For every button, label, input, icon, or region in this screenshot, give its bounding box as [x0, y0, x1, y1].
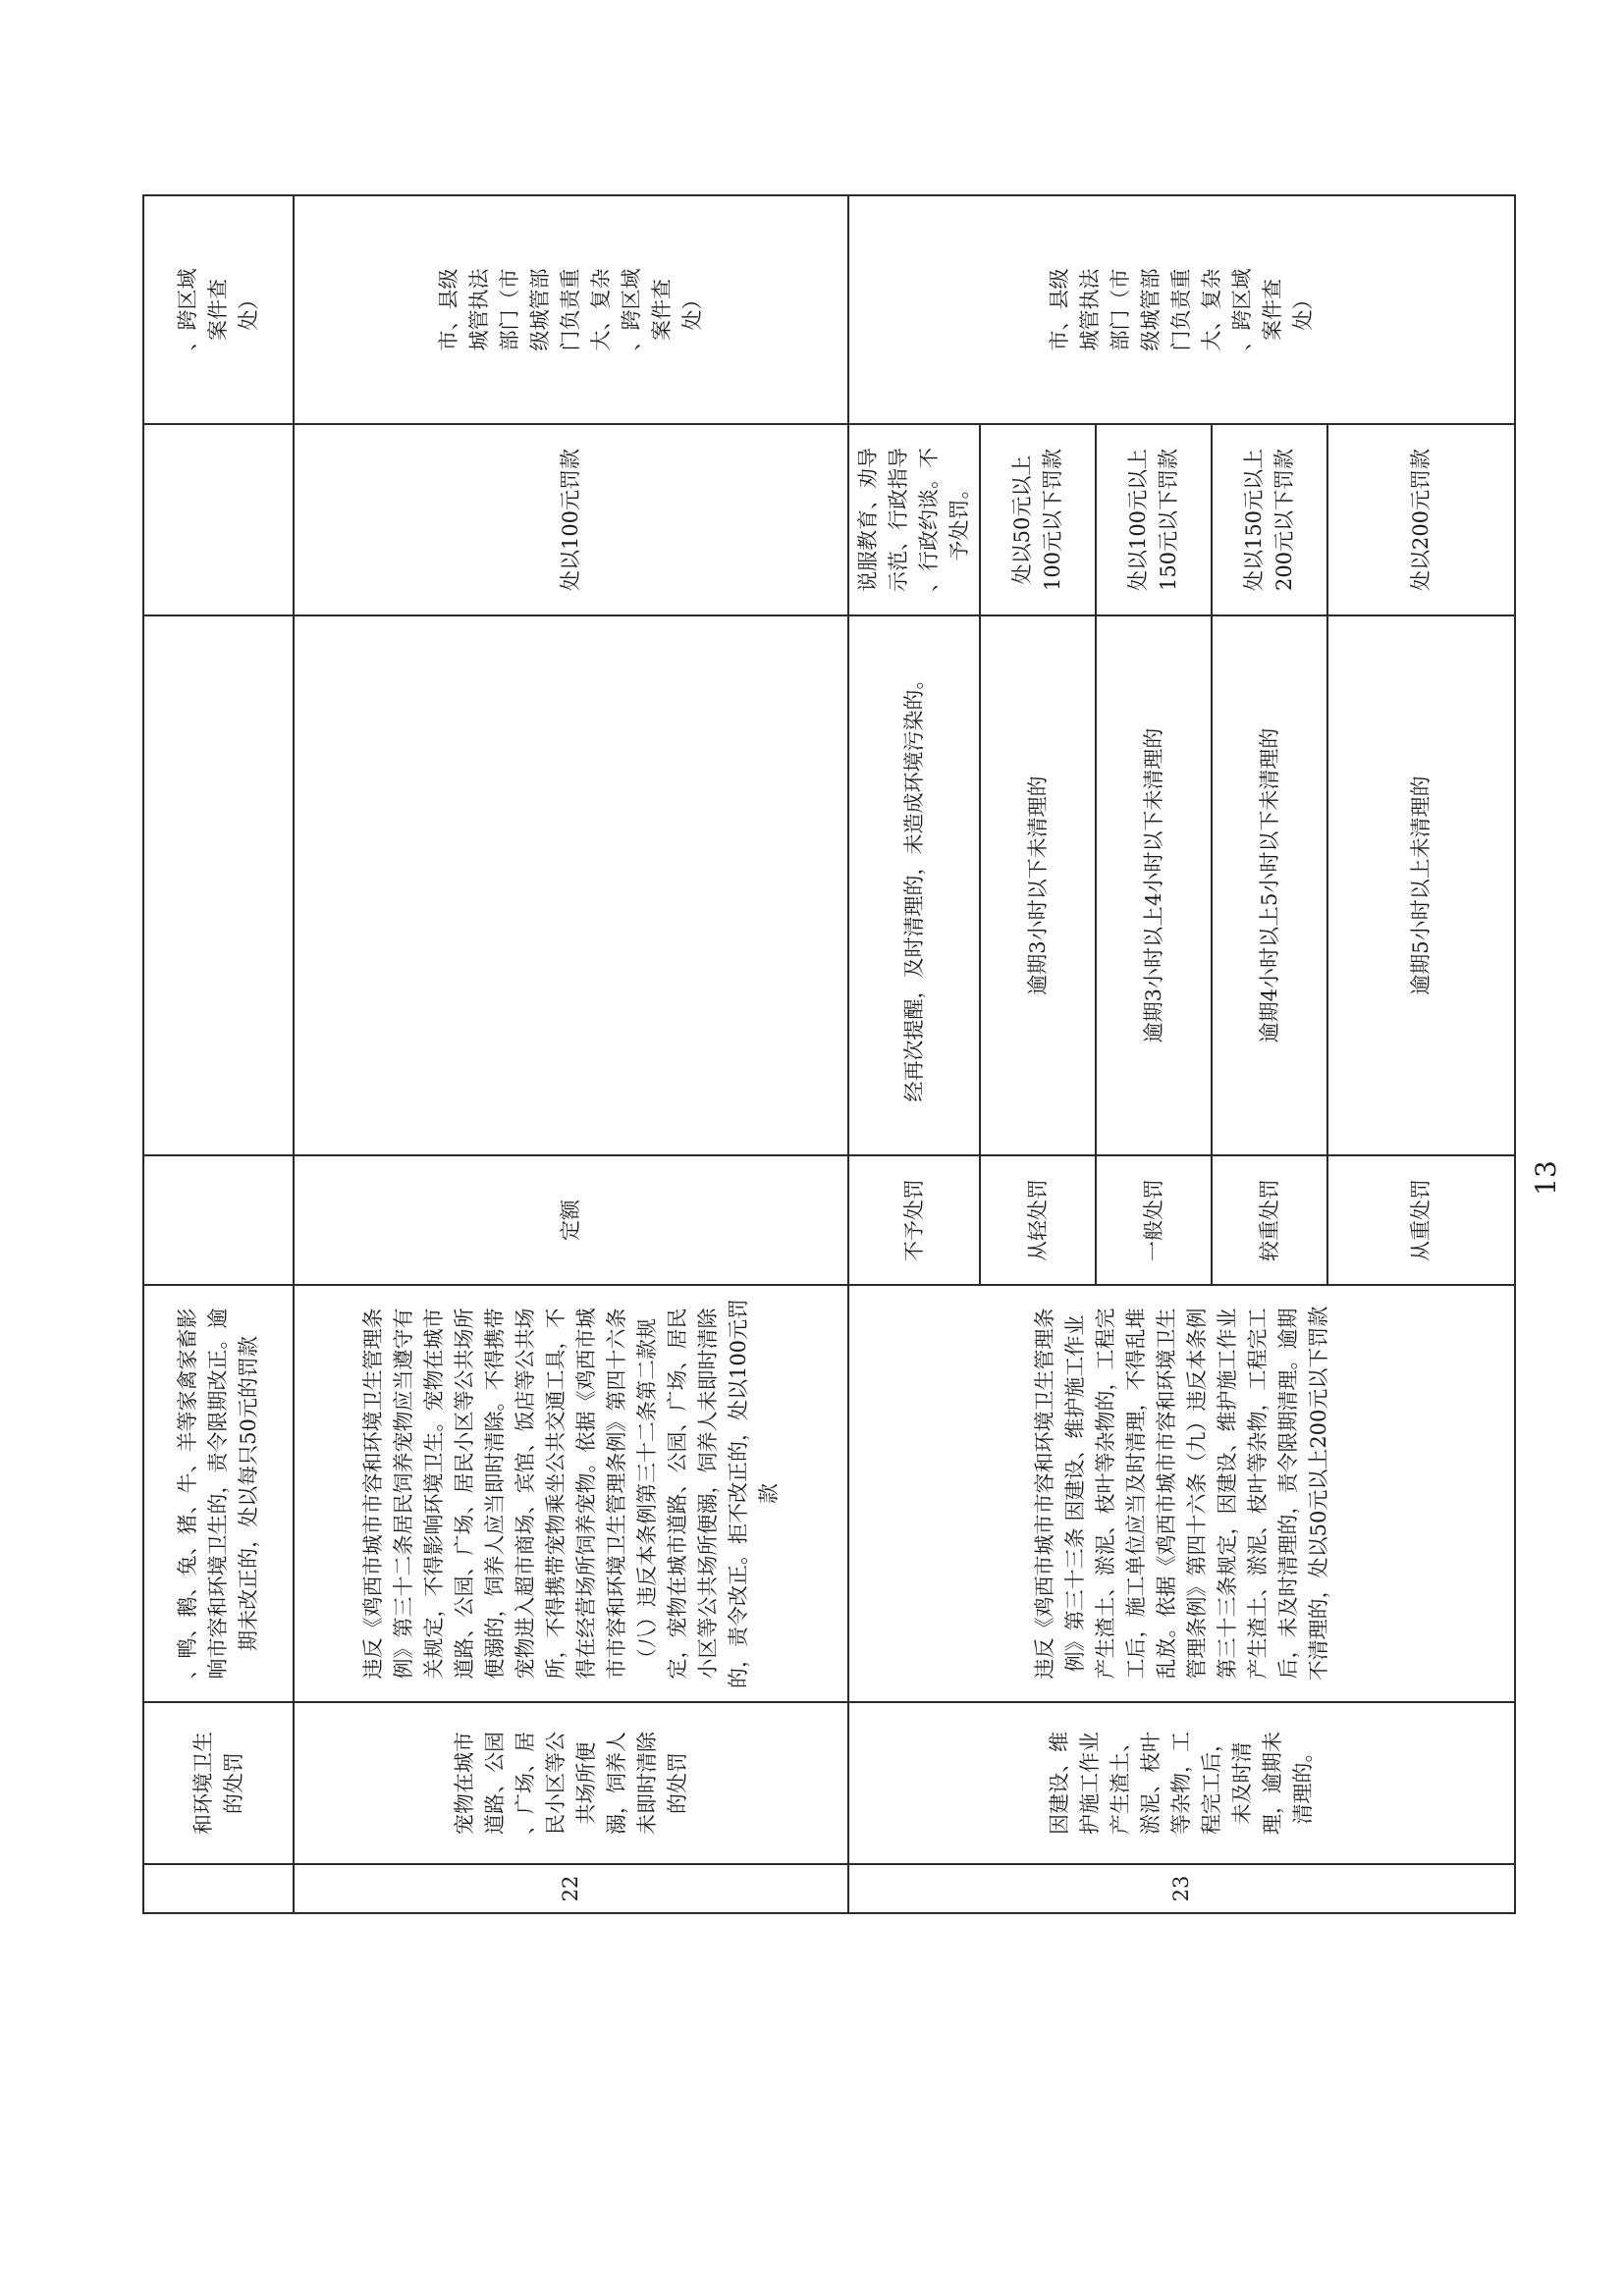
cell-authority: 市、县级 城管执法 部门（市 级城管部 门负责重 大、复杂 、跨区域 案件查 处）: [294, 195, 848, 424]
table-row-23-level-1: [848, 195, 980, 1913]
cell-condition: 逾期3小时以上4小时以下未清理的: [1096, 615, 1212, 1155]
cell-penalty-type: 一般处罚: [1096, 1155, 1212, 1285]
table-row-continued: [143, 195, 294, 1913]
penalty-table: [142, 194, 1516, 1914]
cell-authority: 市、县级 城管执法 部门（市 级城管部 门负责重 大、复杂 、跨区域 案件查 处）: [848, 195, 1515, 424]
cell-penalty: 处以50元以上 100元以下罚款: [980, 424, 1096, 615]
cell-item-name: 和环境卫生 的处罚: [143, 1702, 294, 1864]
cell-penalty-type: 较重处罚: [1212, 1155, 1327, 1285]
cell-condition: 经再次提醒，及时清理的，未造成环境污染的。: [848, 615, 980, 1155]
cell-condition: [294, 615, 848, 1155]
cell-condition: 逾期4小时以上5小时以下未清理的: [1212, 615, 1327, 1155]
cell-condition: 逾期5小时以上未清理的: [1327, 615, 1515, 1155]
cell-legal-basis: 违反《鸡西市城市市容和环境卫生管理条 例》第三十三条 因建设、维护施工作业 产生渣土、淤泥、枝叶等杂物的，工程完 工后，施工单位应当及时清理，不得乱堆 乱放。依据《鸡西市城市市容和环境卫生 管理条例》第四十六条（九）违反本条例 第三十三条规定，因建设、维护施工作业 产生渣土、淤泥、枝叶等杂物，工程完工 后，未及时清理的，责令限期清理。逾期 不清理的，处以50元以上200元以下罚款: [848, 1285, 1515, 1702]
page-number: 13: [1530, 1160, 1562, 1196]
cell-penalty-type: 从重处罚: [1327, 1155, 1515, 1285]
cell-condition: 逾期3小时以下未清理的: [980, 615, 1096, 1155]
cell-authority: 、跨区域 案件查 处）: [143, 195, 294, 424]
cell-no: [143, 1864, 294, 1913]
cell-no: 22: [294, 1864, 848, 1913]
cell-condition: [143, 615, 294, 1155]
cell-legal-basis: 、鸭、鹅、兔、猪、牛、羊等家禽家畜影 响市容和环境卫生的，责令限期改正。逾 期未改正的，处以每只50元的罚款: [143, 1285, 294, 1702]
table-row-22: [294, 195, 848, 1913]
cell-penalty: 处以200元罚款: [1327, 424, 1515, 615]
cell-penalty-type: [143, 1155, 294, 1285]
cell-penalty: 说服教育、劝导 示范、行政指导 、行政约谈。不 予处罚。: [848, 424, 980, 615]
cell-item-name: 因建设、维 护施工作业 产生渣土、 淤泥、枝叶 等杂物，工 程完工后， 未及时清 理，逾期未 清理的。: [848, 1702, 1515, 1864]
cell-no: 23: [848, 1864, 1515, 1913]
cell-penalty-type: 定额: [294, 1155, 848, 1285]
cell-penalty: 处以150元以上 200元以下罚款: [1212, 424, 1327, 615]
cell-penalty: 处以100元以上 150元以下罚款: [1096, 424, 1212, 615]
cell-legal-basis: 违反《鸡西市城市市容和环境卫生管理条 例》第三十二条居民饲养宠物应当遵守有 关规定，不得影响环境卫生。宠物在城市 道路、公园、广场、居民小区等公共场所 便溺的，饲养人应当即时清除。不得携带 宠物进入超市商场、宾馆、饭店等公共场 所，不得携带宠物乘坐公共交通工具，不 得在经营场所饲养宠物。依据《鸡西市城 市市容和环境卫生管理条例》第四十六条 （八）违反本条例第三十二条第二款规 定，宠物在城市道路、公园、广场、居民 小区等公共场所便溺，饲养人未即时清除 的，责令改正。拒不改正的，处以100元罚 款: [294, 1285, 848, 1702]
cell-penalty: 处以100元罚款: [294, 424, 848, 615]
rotated-table-container: [142, 196, 1510, 1914]
cell-penalty: [143, 424, 294, 615]
cell-penalty-type: 从轻处罚: [980, 1155, 1096, 1285]
cell-penalty-type: 不予处罚: [848, 1155, 980, 1285]
cell-item-name: 宠物在城市 道路、公园 、广场、居 民小区等公 共场所便 溺，饲养人 未即时清除 的处罚: [294, 1702, 848, 1864]
